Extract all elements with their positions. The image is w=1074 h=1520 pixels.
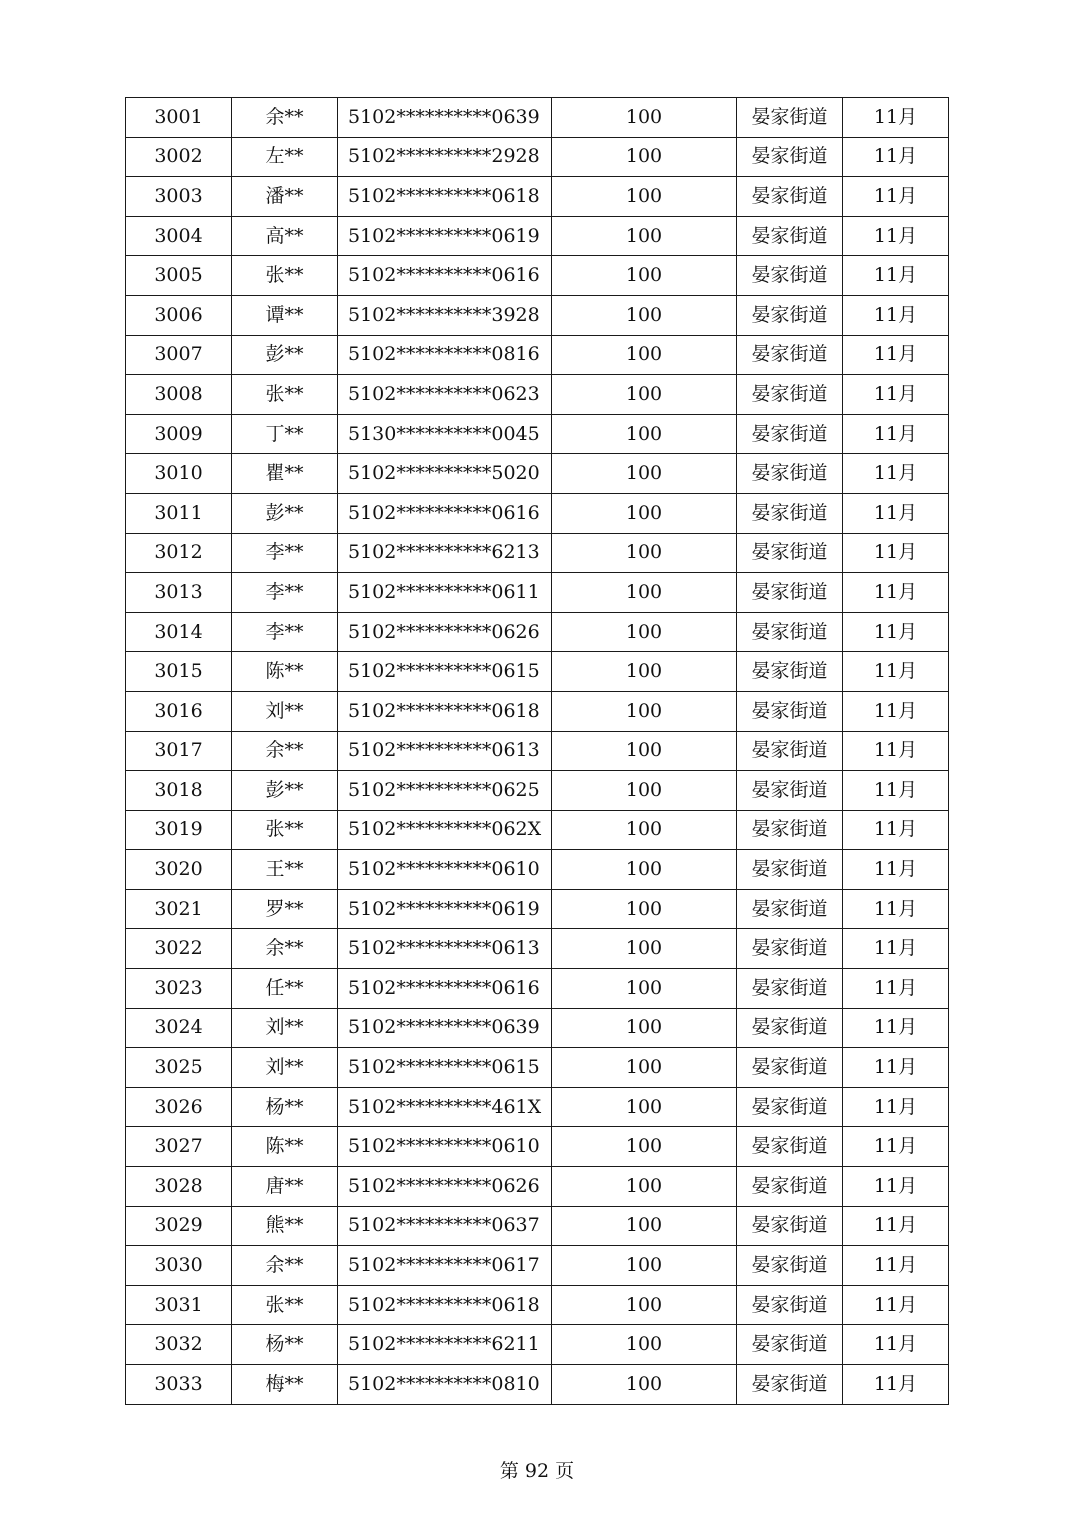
amount-cell: 100 [552, 493, 737, 533]
amount-cell: 100 [552, 573, 737, 613]
id-number-cell: 5102**********0613 [338, 731, 552, 771]
amount-cell: 100 [552, 612, 737, 652]
table-row [126, 573, 949, 613]
month-cell: 11月 [843, 1048, 949, 1088]
table-row [126, 612, 949, 652]
table-row [126, 1285, 949, 1325]
month-cell: 11月 [843, 493, 949, 533]
id-number-cell: 5102**********6211 [338, 1325, 552, 1365]
table-row [126, 691, 949, 731]
street-cell: 晏家街道 [737, 493, 843, 533]
table-row [126, 454, 949, 494]
table-row [126, 771, 949, 811]
month-cell: 11月 [843, 1127, 949, 1167]
table-row [126, 414, 949, 454]
serial-number-cell: 3012 [126, 533, 232, 573]
name-cell: 高** [232, 216, 338, 256]
table-row [126, 493, 949, 533]
amount-cell: 100 [552, 1365, 737, 1405]
amount-cell: 100 [552, 177, 737, 217]
amount-cell: 100 [552, 810, 737, 850]
table-row [126, 1087, 949, 1127]
street-cell: 晏家街道 [737, 969, 843, 1009]
name-cell: 余** [232, 929, 338, 969]
id-number-cell: 5102**********0615 [338, 652, 552, 692]
amount-cell: 100 [552, 652, 737, 692]
street-cell: 晏家街道 [737, 1365, 843, 1405]
table-row [126, 1246, 949, 1286]
id-number-cell: 5102**********0623 [338, 375, 552, 415]
table-row [126, 177, 949, 217]
serial-number-cell: 3019 [126, 810, 232, 850]
amount-cell: 100 [552, 929, 737, 969]
street-cell: 晏家街道 [737, 256, 843, 296]
table-row [126, 810, 949, 850]
month-cell: 11月 [843, 454, 949, 494]
serial-number-cell: 3026 [126, 1087, 232, 1127]
name-cell: 左** [232, 137, 338, 177]
name-cell: 潘** [232, 177, 338, 217]
serial-number-cell: 3031 [126, 1285, 232, 1325]
amount-cell: 100 [552, 1246, 737, 1286]
month-cell: 11月 [843, 1206, 949, 1246]
amount-cell: 100 [552, 771, 737, 811]
name-cell: 任** [232, 969, 338, 1009]
street-cell: 晏家街道 [737, 98, 843, 138]
name-cell: 刘** [232, 1048, 338, 1088]
street-cell: 晏家街道 [737, 375, 843, 415]
amount-cell: 100 [552, 889, 737, 929]
name-cell: 瞿** [232, 454, 338, 494]
amount-cell: 100 [552, 533, 737, 573]
table-row [126, 1325, 949, 1365]
serial-number-cell: 3007 [126, 335, 232, 375]
amount-cell: 100 [552, 216, 737, 256]
month-cell: 11月 [843, 98, 949, 138]
street-cell: 晏家街道 [737, 454, 843, 494]
month-cell: 11月 [843, 295, 949, 335]
serial-number-cell: 3025 [126, 1048, 232, 1088]
street-cell: 晏家街道 [737, 771, 843, 811]
name-cell: 杨** [232, 1325, 338, 1365]
table-row [126, 256, 949, 296]
serial-number-cell: 3005 [126, 256, 232, 296]
id-number-cell: 5102**********0810 [338, 1365, 552, 1405]
name-cell: 陈** [232, 1127, 338, 1167]
name-cell: 熊** [232, 1206, 338, 1246]
amount-cell: 100 [552, 1167, 737, 1207]
amount-cell: 100 [552, 1087, 737, 1127]
serial-number-cell: 3020 [126, 850, 232, 890]
month-cell: 11月 [843, 216, 949, 256]
name-cell: 李** [232, 612, 338, 652]
name-cell: 张** [232, 1285, 338, 1325]
name-cell: 刘** [232, 1008, 338, 1048]
month-cell: 11月 [843, 414, 949, 454]
id-number-cell: 5102**********2928 [338, 137, 552, 177]
table-row [126, 1127, 949, 1167]
street-cell: 晏家街道 [737, 1167, 843, 1207]
id-number-cell: 5102**********0816 [338, 335, 552, 375]
table-row [126, 375, 949, 415]
street-cell: 晏家街道 [737, 652, 843, 692]
table-row [126, 295, 949, 335]
table-row [126, 335, 949, 375]
serial-number-cell: 3003 [126, 177, 232, 217]
month-cell: 11月 [843, 1325, 949, 1365]
table-row [126, 969, 949, 1009]
amount-cell: 100 [552, 1325, 737, 1365]
serial-number-cell: 3023 [126, 969, 232, 1009]
month-cell: 11月 [843, 612, 949, 652]
id-number-cell: 5102**********0616 [338, 969, 552, 1009]
month-cell: 11月 [843, 691, 949, 731]
street-cell: 晏家街道 [737, 1048, 843, 1088]
street-cell: 晏家街道 [737, 1246, 843, 1286]
id-number-cell: 5102**********6213 [338, 533, 552, 573]
id-number-cell: 5102**********0610 [338, 1127, 552, 1167]
roster-body [126, 98, 949, 1405]
table-row [126, 216, 949, 256]
month-cell: 11月 [843, 1246, 949, 1286]
month-cell: 11月 [843, 889, 949, 929]
street-cell: 晏家街道 [737, 929, 843, 969]
month-cell: 11月 [843, 256, 949, 296]
street-cell: 晏家街道 [737, 335, 843, 375]
amount-cell: 100 [552, 1008, 737, 1048]
table-row [126, 889, 949, 929]
id-number-cell: 5130**********0045 [338, 414, 552, 454]
street-cell: 晏家街道 [737, 177, 843, 217]
month-cell: 11月 [843, 850, 949, 890]
id-number-cell: 5102**********0613 [338, 929, 552, 969]
street-cell: 晏家街道 [737, 850, 843, 890]
serial-number-cell: 3011 [126, 493, 232, 533]
street-cell: 晏家街道 [737, 810, 843, 850]
name-cell: 彭** [232, 771, 338, 811]
serial-number-cell: 3017 [126, 731, 232, 771]
amount-cell: 100 [552, 1127, 737, 1167]
amount-cell: 100 [552, 850, 737, 890]
month-cell: 11月 [843, 335, 949, 375]
month-cell: 11月 [843, 1087, 949, 1127]
street-cell: 晏家街道 [737, 295, 843, 335]
id-number-cell: 5102**********0626 [338, 1167, 552, 1207]
amount-cell: 100 [552, 1285, 737, 1325]
amount-cell: 100 [552, 256, 737, 296]
street-cell: 晏家街道 [737, 573, 843, 613]
serial-number-cell: 3008 [126, 375, 232, 415]
serial-number-cell: 3010 [126, 454, 232, 494]
table-row [126, 929, 949, 969]
month-cell: 11月 [843, 771, 949, 811]
street-cell: 晏家街道 [737, 612, 843, 652]
month-cell: 11月 [843, 1008, 949, 1048]
street-cell: 晏家街道 [737, 731, 843, 771]
id-number-cell: 5102**********0619 [338, 889, 552, 929]
name-cell: 谭** [232, 295, 338, 335]
month-cell: 11月 [843, 652, 949, 692]
name-cell: 李** [232, 533, 338, 573]
month-cell: 11月 [843, 1285, 949, 1325]
serial-number-cell: 3002 [126, 137, 232, 177]
name-cell: 王** [232, 850, 338, 890]
month-cell: 11月 [843, 810, 949, 850]
serial-number-cell: 3001 [126, 98, 232, 138]
id-number-cell: 5102**********0625 [338, 771, 552, 811]
id-number-cell: 5102**********0618 [338, 691, 552, 731]
month-cell: 11月 [843, 929, 949, 969]
name-cell: 刘** [232, 691, 338, 731]
street-cell: 晏家街道 [737, 216, 843, 256]
street-cell: 晏家街道 [737, 1008, 843, 1048]
id-number-cell: 5102**********0610 [338, 850, 552, 890]
street-cell: 晏家街道 [737, 691, 843, 731]
street-cell: 晏家街道 [737, 533, 843, 573]
name-cell: 张** [232, 256, 338, 296]
id-number-cell: 5102**********0618 [338, 1285, 552, 1325]
name-cell: 李** [232, 573, 338, 613]
name-cell: 彭** [232, 493, 338, 533]
amount-cell: 100 [552, 375, 737, 415]
id-number-cell: 5102**********0639 [338, 1008, 552, 1048]
name-cell: 唐** [232, 1167, 338, 1207]
serial-number-cell: 3009 [126, 414, 232, 454]
id-number-cell: 5102**********0616 [338, 493, 552, 533]
amount-cell: 100 [552, 731, 737, 771]
id-number-cell: 5102**********0617 [338, 1246, 552, 1286]
table-row [126, 98, 949, 138]
id-number-cell: 5102**********0637 [338, 1206, 552, 1246]
id-number-cell: 5102**********0626 [338, 612, 552, 652]
month-cell: 11月 [843, 137, 949, 177]
serial-number-cell: 3015 [126, 652, 232, 692]
name-cell: 余** [232, 98, 338, 138]
id-number-cell: 5102**********0611 [338, 573, 552, 613]
street-cell: 晏家街道 [737, 889, 843, 929]
name-cell: 张** [232, 810, 338, 850]
name-cell: 罗** [232, 889, 338, 929]
serial-number-cell: 3021 [126, 889, 232, 929]
serial-number-cell: 3024 [126, 1008, 232, 1048]
table-row [126, 652, 949, 692]
serial-number-cell: 3030 [126, 1246, 232, 1286]
amount-cell: 100 [552, 335, 737, 375]
page-number: 第 92 页 [499, 1460, 575, 1482]
amount-cell: 100 [552, 1206, 737, 1246]
table-row [126, 850, 949, 890]
table-row [126, 1008, 949, 1048]
table-row [126, 137, 949, 177]
street-cell: 晏家街道 [737, 1127, 843, 1167]
amount-cell: 100 [552, 691, 737, 731]
serial-number-cell: 3027 [126, 1127, 232, 1167]
street-cell: 晏家街道 [737, 1285, 843, 1325]
name-cell: 杨** [232, 1087, 338, 1127]
id-number-cell: 5102**********0619 [338, 216, 552, 256]
serial-number-cell: 3004 [126, 216, 232, 256]
street-cell: 晏家街道 [737, 137, 843, 177]
month-cell: 11月 [843, 375, 949, 415]
serial-number-cell: 3006 [126, 295, 232, 335]
amount-cell: 100 [552, 1048, 737, 1088]
serial-number-cell: 3029 [126, 1206, 232, 1246]
street-cell: 晏家街道 [737, 1325, 843, 1365]
month-cell: 11月 [843, 969, 949, 1009]
id-number-cell: 5102**********0616 [338, 256, 552, 296]
amount-cell: 100 [552, 454, 737, 494]
table-row [126, 1167, 949, 1207]
name-cell: 彭** [232, 335, 338, 375]
name-cell: 余** [232, 731, 338, 771]
id-number-cell: 5102**********461X [338, 1087, 552, 1127]
name-cell: 陈** [232, 652, 338, 692]
roster-table [125, 97, 949, 1405]
amount-cell: 100 [552, 969, 737, 1009]
month-cell: 11月 [843, 1365, 949, 1405]
table-row [126, 1048, 949, 1088]
month-cell: 11月 [843, 731, 949, 771]
amount-cell: 100 [552, 98, 737, 138]
amount-cell: 100 [552, 295, 737, 335]
month-cell: 11月 [843, 1167, 949, 1207]
name-cell: 余** [232, 1246, 338, 1286]
month-cell: 11月 [843, 533, 949, 573]
name-cell: 梅** [232, 1365, 338, 1405]
id-number-cell: 5102**********5020 [338, 454, 552, 494]
table-row [126, 1365, 949, 1405]
serial-number-cell: 3018 [126, 771, 232, 811]
street-cell: 晏家街道 [737, 414, 843, 454]
table-row [126, 1206, 949, 1246]
amount-cell: 100 [552, 137, 737, 177]
serial-number-cell: 3014 [126, 612, 232, 652]
table-row [126, 731, 949, 771]
month-cell: 11月 [843, 573, 949, 613]
id-number-cell: 5102**********3928 [338, 295, 552, 335]
name-cell: 丁** [232, 414, 338, 454]
street-cell: 晏家街道 [737, 1206, 843, 1246]
table-row [126, 533, 949, 573]
id-number-cell: 5102**********0639 [338, 98, 552, 138]
street-cell: 晏家街道 [737, 1087, 843, 1127]
serial-number-cell: 3032 [126, 1325, 232, 1365]
serial-number-cell: 3022 [126, 929, 232, 969]
serial-number-cell: 3028 [126, 1167, 232, 1207]
serial-number-cell: 3016 [126, 691, 232, 731]
id-number-cell: 5102**********0618 [338, 177, 552, 217]
id-number-cell: 5102**********0615 [338, 1048, 552, 1088]
serial-number-cell: 3033 [126, 1365, 232, 1405]
serial-number-cell: 3013 [126, 573, 232, 613]
id-number-cell: 5102**********062X [338, 810, 552, 850]
name-cell: 张** [232, 375, 338, 415]
amount-cell: 100 [552, 414, 737, 454]
month-cell: 11月 [843, 177, 949, 217]
